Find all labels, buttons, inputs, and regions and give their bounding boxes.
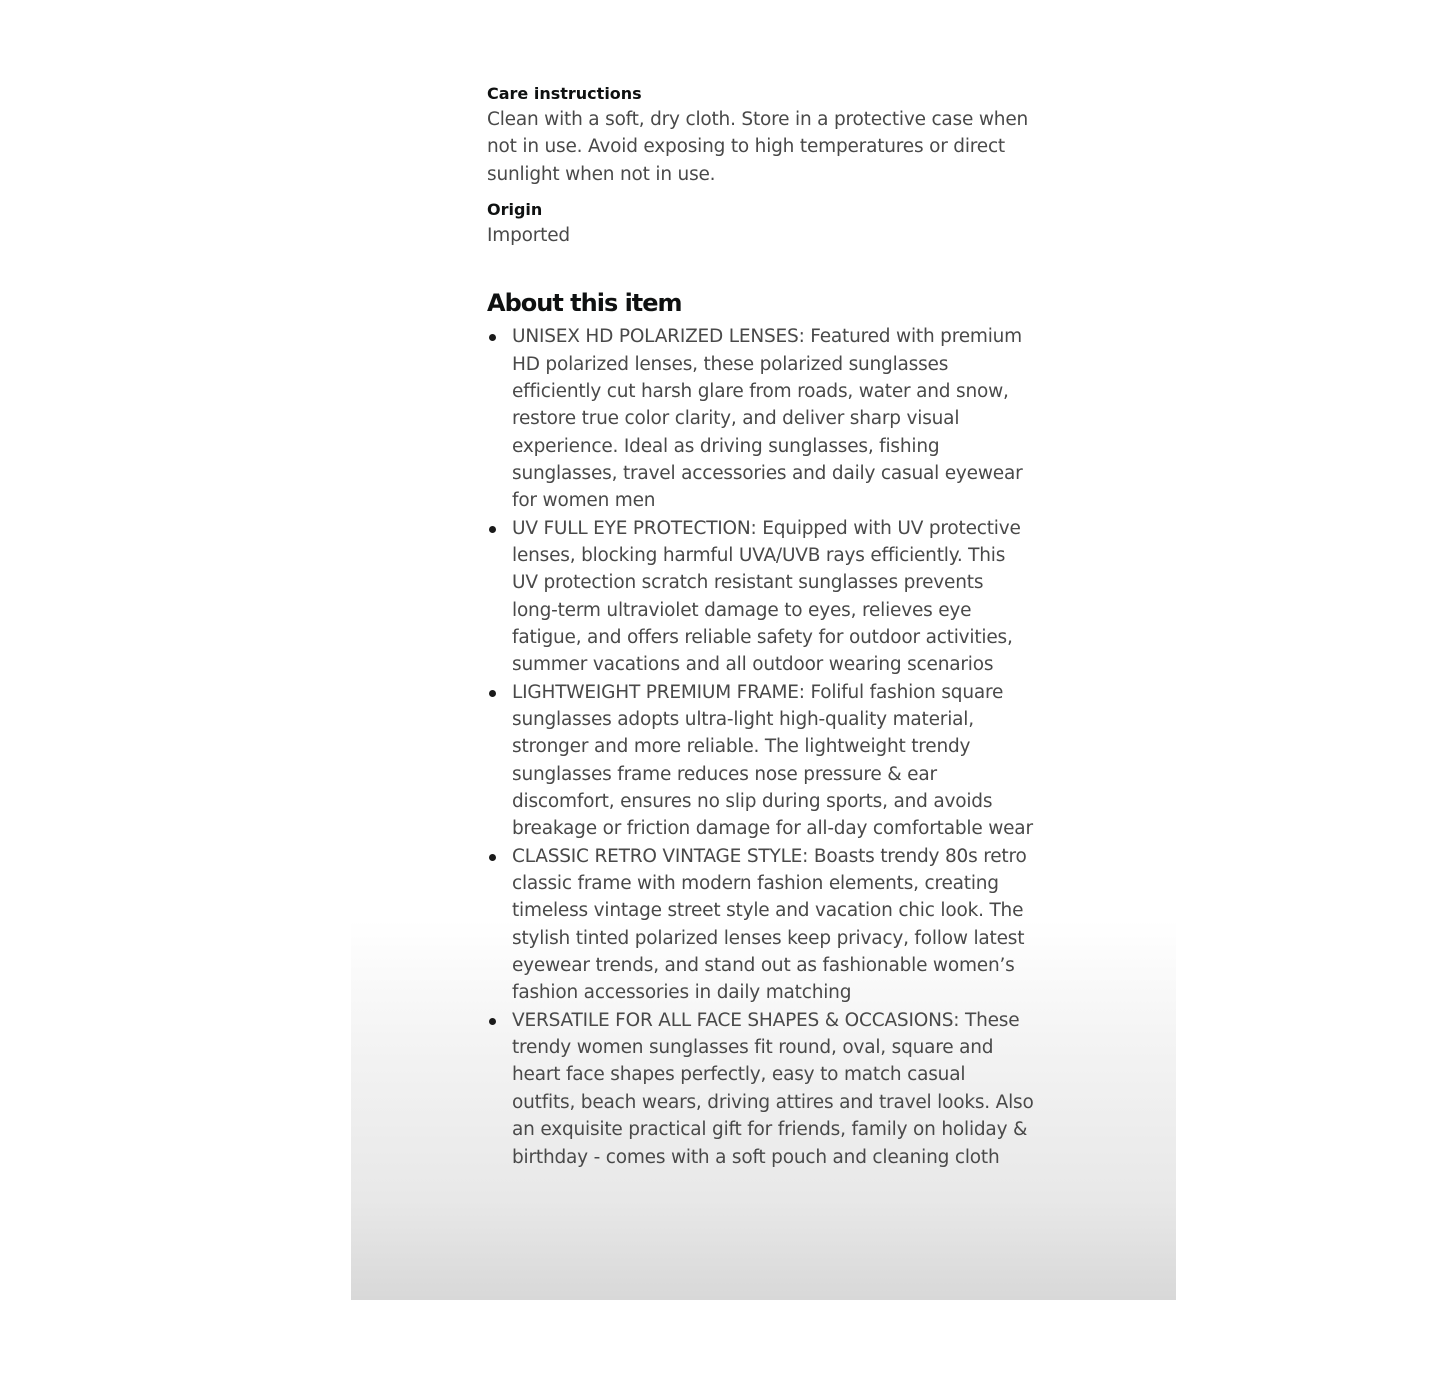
product-details-content xyxy=(487,82,1047,1171)
bullet-dot-icon xyxy=(489,854,496,861)
about-bullet-item xyxy=(487,679,1034,843)
origin-value: Imported xyxy=(487,224,570,246)
about-bullet-item xyxy=(487,843,1034,1007)
about-bullet-item xyxy=(487,1007,1034,1171)
about-bullet-text: UNISEX HD POLARIZED LENSES: Featured with premium HD polarized lenses, these polarized sunglasses efficiently cut harsh glare from roads, water and snow, restore true color clarity, and deliver sharp visual experience. Ideal as driving sunglasses, fishing sunglasses, travel accessories and daily casual eyewear for women men xyxy=(512,326,1023,512)
about-bullet-text: UV FULL EYE PROTECTION: Equipped with UV protective lenses, blocking harmful UVA/UVB rays efficiently. This UV protection scratch resistant sunglasses prevents long-term ultraviolet damage to eyes, relieves eye fatigue, and offers reliable safety for outdoor activities, summer vacations and all outdoor wearing scenarios xyxy=(512,517,1021,676)
origin-section xyxy=(487,198,1047,249)
bullet-dot-icon xyxy=(489,526,496,533)
care-instructions-section xyxy=(487,82,1047,188)
about-bullet-list xyxy=(487,323,1047,1171)
bullet-dot-icon xyxy=(489,690,496,697)
care-instructions-value: Clean with a soft, dry cloth. Store in a protective case when not in use. Avoid exposing to high temperatures or direct sunlight when not in use. xyxy=(487,109,1029,185)
about-bullet-item xyxy=(487,323,1034,514)
about-this-item-heading: About this item xyxy=(487,289,682,318)
about-bullet-item xyxy=(487,515,1034,679)
about-bullet-text: LIGHTWEIGHT PREMIUM FRAME: Foliful fashion square sunglasses adopts ultra-light high-quality material, stronger and more reliable. The lightweight trendy sunglasses frame reduces nose pressure & ear discomfort, ensures no slip during sports, and avoids breakage or friction damage for all-day comfortable wear xyxy=(512,681,1033,840)
about-bullet-text: VERSATILE FOR ALL FACE SHAPES & OCCASIONS: These trendy women sunglasses fit round, oval, square and heart face shapes perfectly, easy to match casual outfits, beach wears, driving attires and travel looks. Also an exquisite practical gift for friends, family on holiday & birthday - comes with a soft pouch and cleaning cloth xyxy=(512,1009,1034,1168)
care-instructions-label: Care instructions xyxy=(487,84,642,103)
bullet-dot-icon xyxy=(489,1018,496,1025)
about-bullet-text: CLASSIC RETRO VINTAGE STYLE: Boasts trendy 80s retro classic frame with modern fashion elements, creating timeless vintage street style and vacation chic look. The stylish tinted polarized lenses keep privacy, follow latest eyewear trends, and stand out as fashionable women’s fashion accessories in daily matching xyxy=(512,845,1027,1004)
bullet-dot-icon xyxy=(489,334,496,341)
origin-label: Origin xyxy=(487,199,543,219)
